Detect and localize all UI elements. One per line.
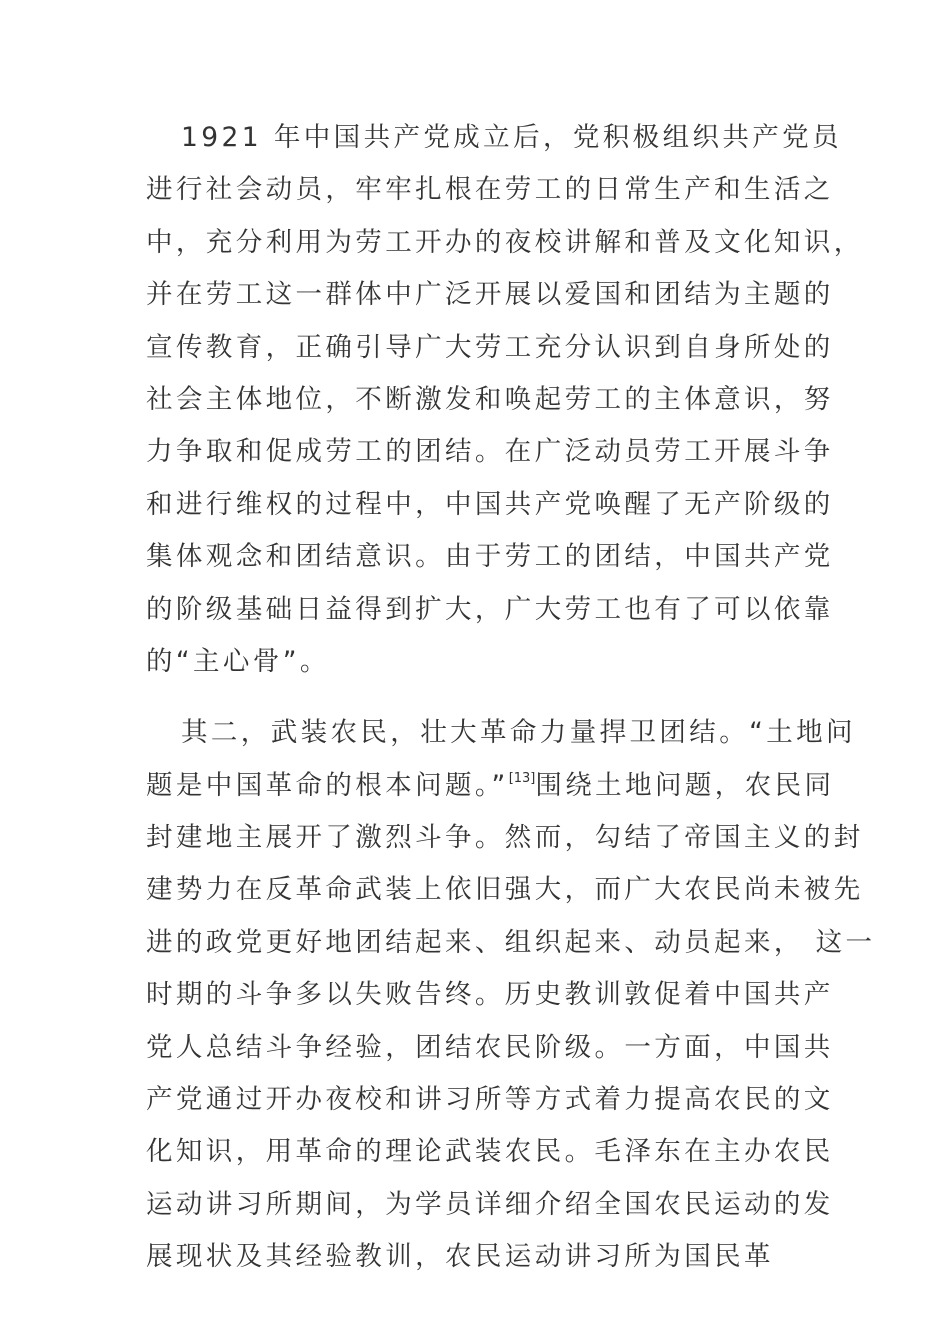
paragraph-line: 宣传教育，正确引导广大劳工充分认识到自身所处的	[146, 331, 834, 363]
paragraph-line: 1921 年中国共产党成立后，党积极组织共产党员	[181, 122, 842, 153]
paragraph-line: 进的政党更好地团结起来、组织起来、动员起来， 这一	[146, 926, 876, 958]
line-text: 围绕土地问题，农民同	[535, 769, 835, 801]
paragraph-line: 建势力在反革命武装上依旧强大，而广大农民尚未被先	[146, 874, 864, 906]
paragraph-line: 党人总结斗争经验，团结农民阶级。一方面，中国共	[146, 1031, 834, 1063]
paragraph-line: 中，充分利用为劳工开办的夜校讲解和普及文化知识，	[146, 226, 864, 258]
line-text: 题是中国革命的根本问题。”	[146, 769, 509, 801]
paragraph-line: 的阶级基础日益得到扩大，广大劳工也有了可以依靠	[146, 593, 834, 625]
paragraph-line: 和进行维权的过程中，中国共产党唤醒了无产阶级的	[146, 488, 834, 520]
paragraph-2	[146, 707, 876, 1283]
footnote-ref: [13]	[508, 770, 536, 786]
paragraph-line: 社会主体地位，不断激发和唤起劳工的主体意识，努	[146, 383, 834, 415]
paragraph-line: 展现状及其经验教训，农民运动讲习所为国民革	[146, 1241, 774, 1273]
paragraph-line: 集体观念和团结意识。由于劳工的团结，中国共产党	[146, 541, 834, 573]
paragraph-line: 化知识，用革命的理论武装农民。毛泽东在主办农民	[146, 1136, 834, 1168]
paragraph-line: 其二，武装农民，壮大革命力量捍卫团结。“土地问	[181, 717, 856, 749]
paragraph-line: 封建地主展开了激烈斗争。然而，勾结了帝国主义的封	[146, 822, 864, 854]
body-text	[146, 112, 876, 1284]
paragraph-1	[146, 112, 864, 688]
paragraph-spacer	[146, 688, 826, 707]
paragraph-line: 的“主心骨”。	[146, 645, 330, 677]
paragraph-line: 进行社会动员，牢牢扎根在劳工的日常生产和生活之	[146, 174, 834, 206]
paragraph-line: 运动讲习所期间，为学员详细介绍全国农民运动的发	[146, 1188, 834, 1220]
paragraph-line-with-footnote	[146, 760, 835, 812]
paragraph-line: 时期的斗争多以失败告终。历史教训敦促着中国共产	[146, 979, 834, 1011]
paragraph-line: 产党通过开办夜校和讲习所等方式着力提高农民的文	[146, 1084, 834, 1116]
paragraph-line: 力争取和促成劳工的团结。在广泛动员劳工开展斗争	[146, 436, 834, 468]
paragraph-line: 并在劳工这一群体中广泛开展以爱国和团结为主题的	[146, 279, 834, 311]
